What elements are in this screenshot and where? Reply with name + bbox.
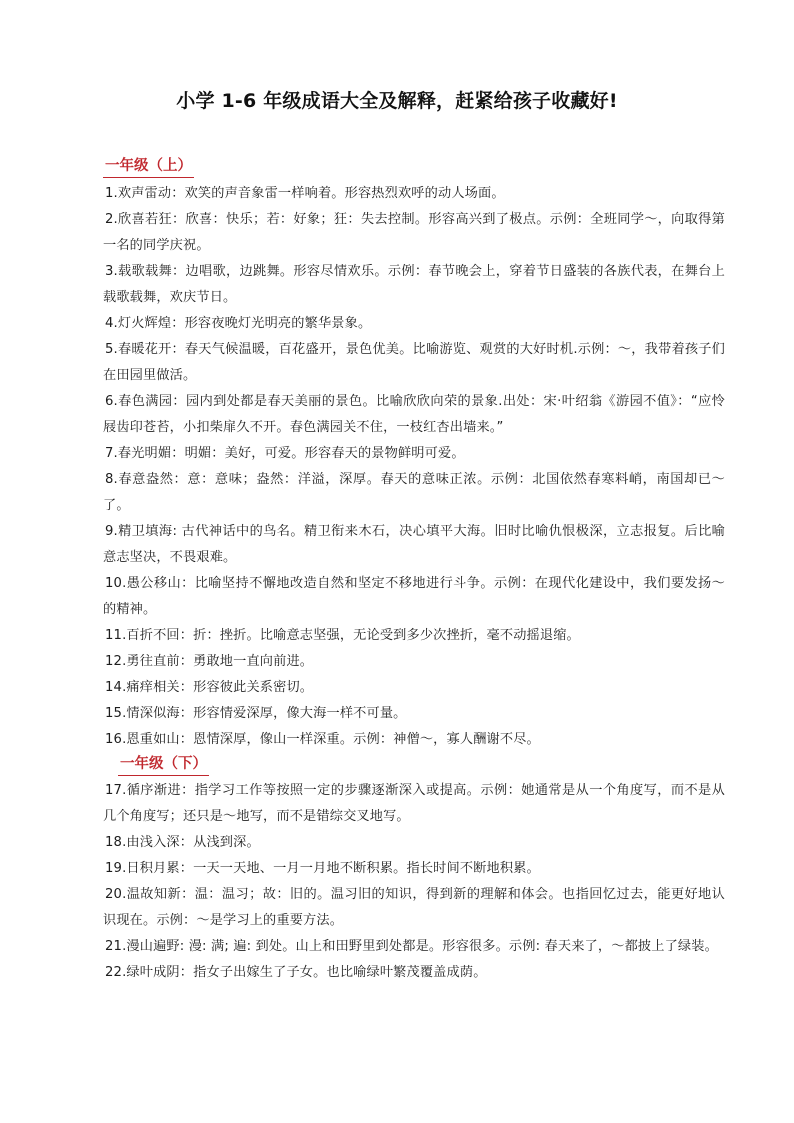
idiom-entry: 1.欢声雷动：欢笑的声音象雷一样响着。形容热烈欢呼的动人场面。 — [105, 186, 505, 201]
idiom-entry: 16.恩重如山：恩情深厚，像山一样深重。示例：神僧～，寡人酬谢不尽。 — [105, 732, 540, 747]
idiom-entry: 21.漫山遍野: 漫: 满; 遍: 到处。山上和田野里到处都是。形容很多。示例: 春天来了，～都披上了绿装。 — [105, 939, 718, 954]
content-body — [103, 155, 725, 986]
idiom-entry: 5.春暖花开：春天气候温暖，百花盛开，景色优美。比喻游览、观赏的大好时机.示例：～，我带着孩子们在田园里做活。 — [103, 342, 725, 383]
idiom-entry: 2.欣喜若狂：欣喜：快乐；若：好象；狂：失去控制。形容高兴到了极点。示例：全班同学～，向取得第一名的同学庆祝。 — [103, 212, 725, 253]
idiom-entry: 17.循序渐进：指学习工作等按照一定的步骤逐渐深入或提高。示例：她通常是从一个角度写，而不是从几个角度写；还只是～地写，而不是错综交叉地写。 — [103, 783, 725, 824]
idiom-entry: 15.情深似海：形容情爱深厚，像大海一样不可量。 — [105, 706, 407, 721]
idiom-entry: 11.百折不回：折：挫折。比喻意志坚强，无论受到多少次挫折，毫不动摇退缩。 — [105, 628, 580, 643]
idiom-entry: 22.绿叶成阴：指女子出嫁生了子女。也比喻绿叶繁茂覆盖成荫。 — [105, 965, 487, 980]
idiom-entry: 7.春光明媚：明媚：美好，可爱。形容春天的景物鲜明可爱。 — [105, 446, 465, 461]
idiom-entry: 20.温故知新：温：温习；故：旧的。温习旧的知识，得到新的理解和体会。也指回忆过去，能更好地认识现在。示例：～是学习上的重要方法。 — [103, 887, 725, 928]
idiom-entry: 4.灯火辉煌：形容夜晚灯光明亮的繁华景象。 — [105, 316, 372, 331]
idiom-entry: 3.载歌载舞：边唱歌，边跳舞。形容尽情欢乐。示例：春节晚会上，穿着节日盛装的各族代表，在舞台上载歌载舞，欢庆节日。 — [103, 264, 725, 305]
idiom-entry: 10.愚公移山：比喻坚持不懈地改造自然和坚定不移地进行斗争。示例：在现代化建设中，我们要发扬～的精神。 — [103, 576, 725, 617]
section-heading-grade1-lower: 一年级（下） — [118, 754, 209, 776]
idiom-entry: 6.春色满园：园内到处都是春天美丽的景色。比喻欣欣向荣的景象.出处：宋·叶绍翁《游园不值》：“应怜屐齿印苍苔，小扣柴扉久不开。春色满园关不住，一枝红杏出墙来。” — [103, 394, 725, 435]
idiom-entry: 14.痛痒相关：形容彼此关系密切。 — [105, 680, 314, 695]
idiom-entry: 9.精卫填海: 古代神话中的鸟名。精卫衔来木石，决心填平大海。旧时比喻仇恨极深，立志报复。后比喻意志坚决，不畏艰难。 — [103, 524, 725, 565]
idiom-entry: 18.由浅入深：从浅到深。 — [105, 835, 260, 850]
section-heading-grade1-upper: 一年级（上） — [103, 156, 194, 178]
page-title: 小学 1-6 年级成语大全及解释，赶紧给孩子收藏好! — [176, 90, 618, 112]
idiom-entry: 8.春意盎然：意：意味；盎然：洋溢，深厚。春天的意味正浓。示例：北国依然春寒料峭，南国却已～了。 — [103, 472, 725, 513]
idiom-entry: 12.勇往直前：勇敢地一直向前进。 — [105, 654, 314, 669]
idiom-entry: 19.日积月累：一天一天地、一月一月地不断积累。指长时间不断地积累。 — [105, 861, 540, 876]
